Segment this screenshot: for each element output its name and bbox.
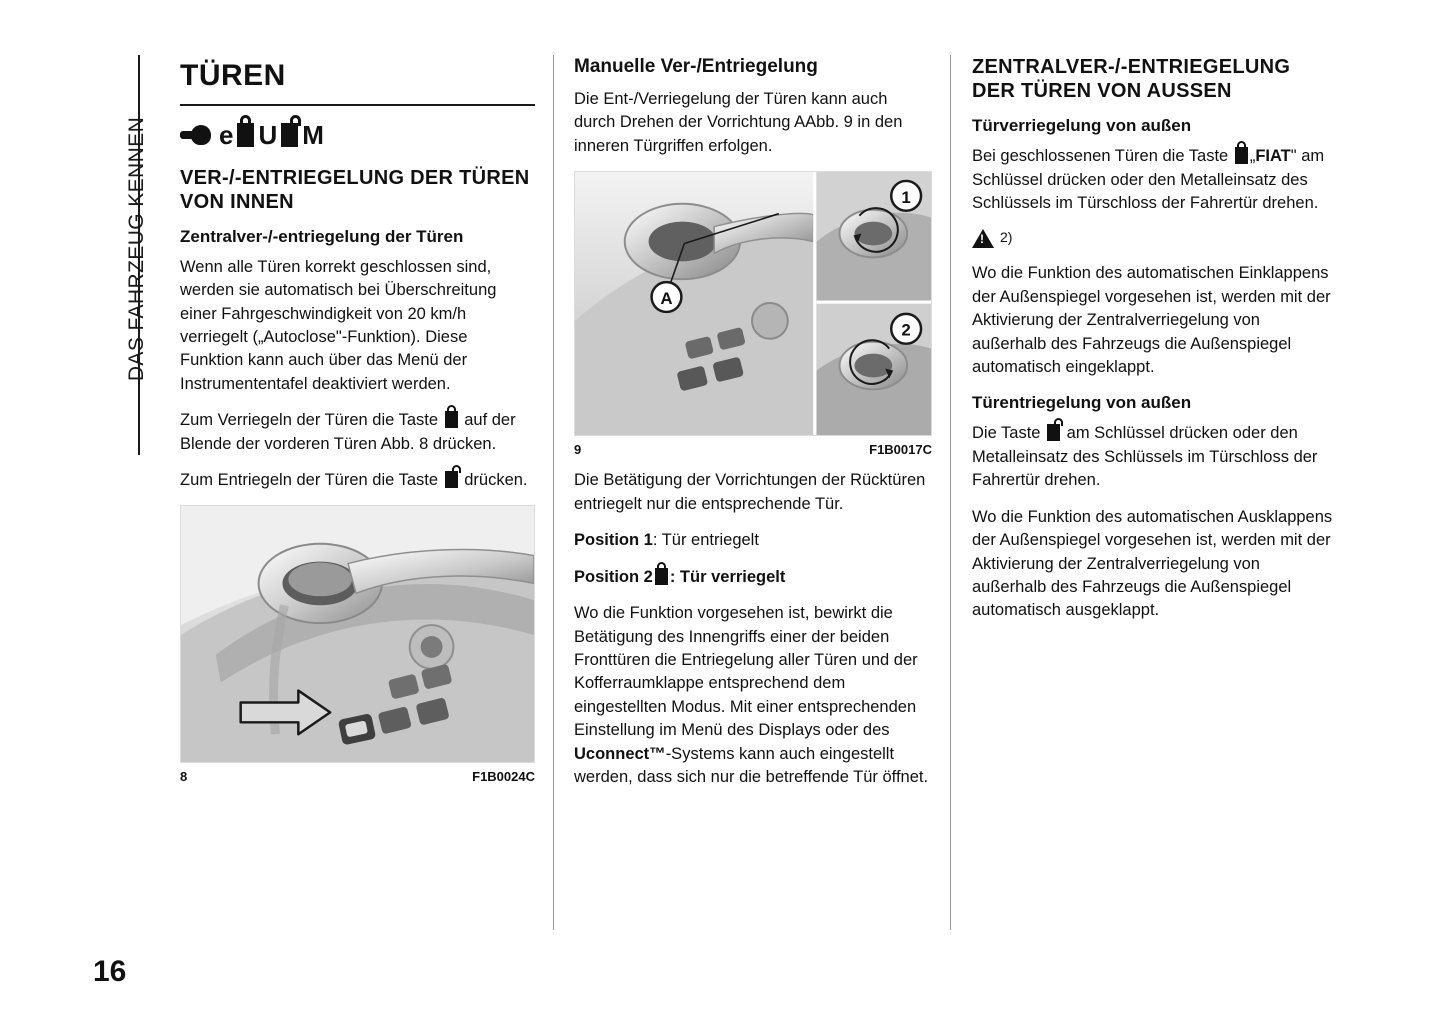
- svg-text:A: A: [660, 288, 673, 308]
- lock-closed-icon: [1235, 147, 1248, 164]
- paragraph-unlock-pre: Zum Entriegeln der Türen die Taste: [180, 471, 439, 490]
- figure-8-code: F1B0024C: [472, 769, 535, 785]
- paragraph-lock-outside: [972, 145, 1334, 215]
- subheading-central-locking: Zentralver-/-entriegelung der Türen: [180, 226, 464, 246]
- paragraph-unlock-button: [180, 469, 535, 492]
- paragraph-lock-post: auf der Blende der vorderen Türen Abb. 8 drücken.: [180, 411, 516, 453]
- position-2-label: Position 2: [574, 567, 653, 586]
- warning-note-row: [972, 228, 1334, 248]
- lock-outside-post: " am Schlüssel drücken oder den Metalleinsatz des Schlüssels im Türschloss der Fahrertür drehen.: [972, 147, 1325, 212]
- door-panel-lock-button-photo: [180, 505, 535, 763]
- lock-closed-icon: [237, 123, 254, 147]
- hand-press-icon: [180, 122, 216, 148]
- figure-9: [574, 171, 932, 459]
- position-2-text: : Tür verriegelt: [669, 567, 786, 586]
- lock-open-icon: [281, 123, 298, 147]
- paragraph-lock-pre: Zum Verriegeln der Türen die Taste: [180, 411, 439, 430]
- position-1-text: : Tür entriegelt: [652, 531, 759, 550]
- paragraph-autoclose: Wenn alle Türen korrekt geschlossen sind, werden sie automatisch bei Überschreitung einer Fahrgeschwindigkeit von 20 km/h verriegelt („Autoclose"-Funktion). Diese Funktion kann auch über das Menü der Instrumententafel deaktiviert werden.: [180, 257, 497, 393]
- paragraph-uconnect-part1: Wo die Funktion vorgesehen ist, bewirkt die Betätigung des Innengriffs einer der beiden Fronttüren die Entriegelung aller Türen und der Kofferraumklappe entsprechend dem eingestellten Modus. Mit einer entsprechenden Einstellung im Menü des Displays oder des: [574, 604, 918, 740]
- paragraph-unlock-outside: [972, 422, 1334, 492]
- lock-outside-quote: „: [1249, 147, 1256, 166]
- inner-handle-illustration: [575, 172, 931, 435]
- paragraph-mirror-fold-in: Wo die Funktion des automatischen Einklappens der Außenspiegel vorgesehen ist, werden mit der Aktivierung der Zentralverriegelung von außerhalb des Fahrzeugs die Außenspiegel automatisch eingeklappt.: [972, 264, 1331, 376]
- column-divider-2: [950, 55, 951, 930]
- page-title: TÜREN: [180, 59, 286, 92]
- paragraph-position-1: [574, 529, 932, 552]
- warning-note-number: 2): [1000, 229, 1013, 246]
- letter-u-glyph: U: [258, 119, 278, 150]
- title-rule: [180, 104, 535, 106]
- letter-m-glyph: M: [302, 119, 324, 150]
- paragraph-unlock-post: drücken.: [464, 471, 528, 490]
- figure-9-number: 9: [574, 441, 582, 457]
- symbol-row: [180, 118, 535, 152]
- subheading-lock-from-outside: Türverriegelung von außen: [972, 116, 1192, 135]
- fiat-key-label: FIAT: [1255, 147, 1291, 166]
- section-heading-outside-locking: ZENTRALVER-/-ENTRIEGELUNG DER TÜREN VON AUSSEN: [972, 56, 1291, 102]
- lock-open-icon: [445, 471, 458, 488]
- column-divider-1: [553, 55, 554, 930]
- column-3: [972, 55, 1334, 636]
- paragraph-position-2: [574, 566, 932, 589]
- letter-e-glyph: e: [219, 119, 234, 150]
- column-2: [574, 55, 932, 802]
- unlock-outside-pre: Die Taste: [972, 424, 1041, 443]
- subheading-manual-locking: Manuelle Ver-/Entriegelung: [574, 56, 818, 77]
- figure-8-number: 8: [180, 769, 188, 785]
- page-number: 16: [93, 955, 127, 988]
- svg-text:2: 2: [901, 320, 911, 340]
- inner-door-handle-positions-photo: [574, 171, 932, 436]
- paragraph-rear-doors: Die Betätigung der Vorrichtungen der Rücktüren entriegelt nur die entsprechende Tür.: [574, 471, 926, 513]
- chapter-tab: [100, 55, 148, 455]
- section-heading-inside-locking: VER-/-ENTRIEGELUNG DER TÜREN VON INNEN: [180, 166, 530, 213]
- figure-8: [180, 505, 535, 786]
- warning-triangle-icon: [972, 229, 994, 248]
- figure-9-code: F1B0017C: [869, 441, 932, 457]
- lock-open-icon: [1047, 424, 1060, 441]
- svg-text:1: 1: [901, 187, 911, 207]
- unlock-outside-post: am Schlüssel drücken oder den Metalleinsatz des Schlüssels im Türschloss der Fahrertür drehen.: [972, 424, 1318, 490]
- uconnect-label: Uconnect™: [574, 744, 666, 763]
- paragraph-uconnect: [574, 602, 932, 789]
- lock-closed-icon: [445, 411, 458, 428]
- paragraph-uconnect-part2: -Systems kann auch eingestellt werden, dass sich nur die betreffende Tür öffnet.: [574, 744, 929, 787]
- paragraph-lock-button: [180, 409, 535, 456]
- position-1-label: Position 1: [574, 531, 653, 550]
- door-panel-illustration: [181, 506, 534, 762]
- figure-9-caption: [574, 441, 932, 459]
- subheading-unlock-from-outside: Türentriegelung von außen: [972, 393, 1192, 413]
- chapter-tab-label: DAS FAHRZEUG KENNEN: [125, 116, 148, 382]
- lock-outside-pre: Bei geschlossenen Türen die Taste: [972, 147, 1229, 166]
- figure-8-caption: [180, 768, 535, 786]
- column-1: [180, 55, 535, 797]
- paragraph-manual-locking: Die Ent-/Verriegelung der Türen kann auch durch Drehen der Vorrichtung AAbb. 9 in den inneren Türgriffen erfolgen.: [574, 89, 903, 155]
- paragraph-mirror-fold-out: Wo die Funktion des automatischen Ausklappens der Außenspiegel vorgesehen ist, werden mit der Aktivierung der Zentralverriegelung von außerhalb des Fahrzeugs die Außenspiegel automatisch ausgeklappt.: [972, 507, 1333, 620]
- lock-closed-icon: [655, 568, 668, 585]
